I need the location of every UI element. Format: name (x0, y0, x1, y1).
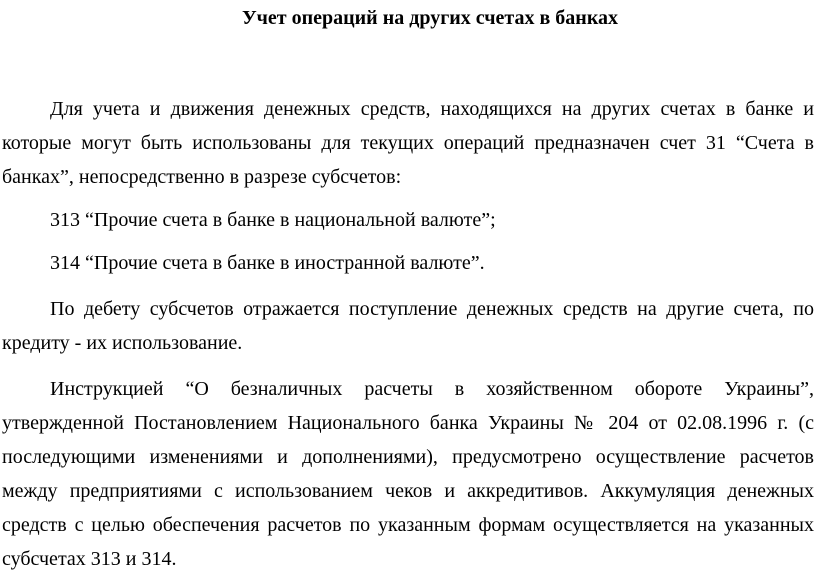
document-body (2, 92, 814, 576)
paragraph-debit-credit: По дебету субсчетов отражается поступление денежных средств на другие счета, по кредиту - их использование. (2, 298, 814, 354)
paragraph-instruction: Инструкцией “О безналичных расчеты в хозяйственном обороте Украины”, утвержденной Постановлением Национального банка Украины № 204 от 02.08.1996 г. (с последующими изменениями и дополнениями), предусмотрено осуществление расчетов между предприятиями с использованием чеков и аккредитивов. Аккумуляция денежных средств с целью обеспечения расчетов по указанным формам осуществляется на указанных субсчетах 313 и 314. (2, 378, 814, 570)
paragraph-subaccount-314: 314 “Прочие счета в банке в иностранной валюте”. (50, 252, 485, 274)
document-title: Учет операций на других счетах в банках (241, 7, 619, 29)
paragraph-subaccount-313: 313 “Прочие счета в банке в национальной валюте”; (50, 209, 496, 231)
paragraph-intro: Для учета и движения денежных средств, находящихся на других счетах в банке и которые могут быть использованы для текущих операций предназначен счет 31 “Счета в банках”, непосредственно в разрезе субсчетов: (2, 98, 814, 188)
